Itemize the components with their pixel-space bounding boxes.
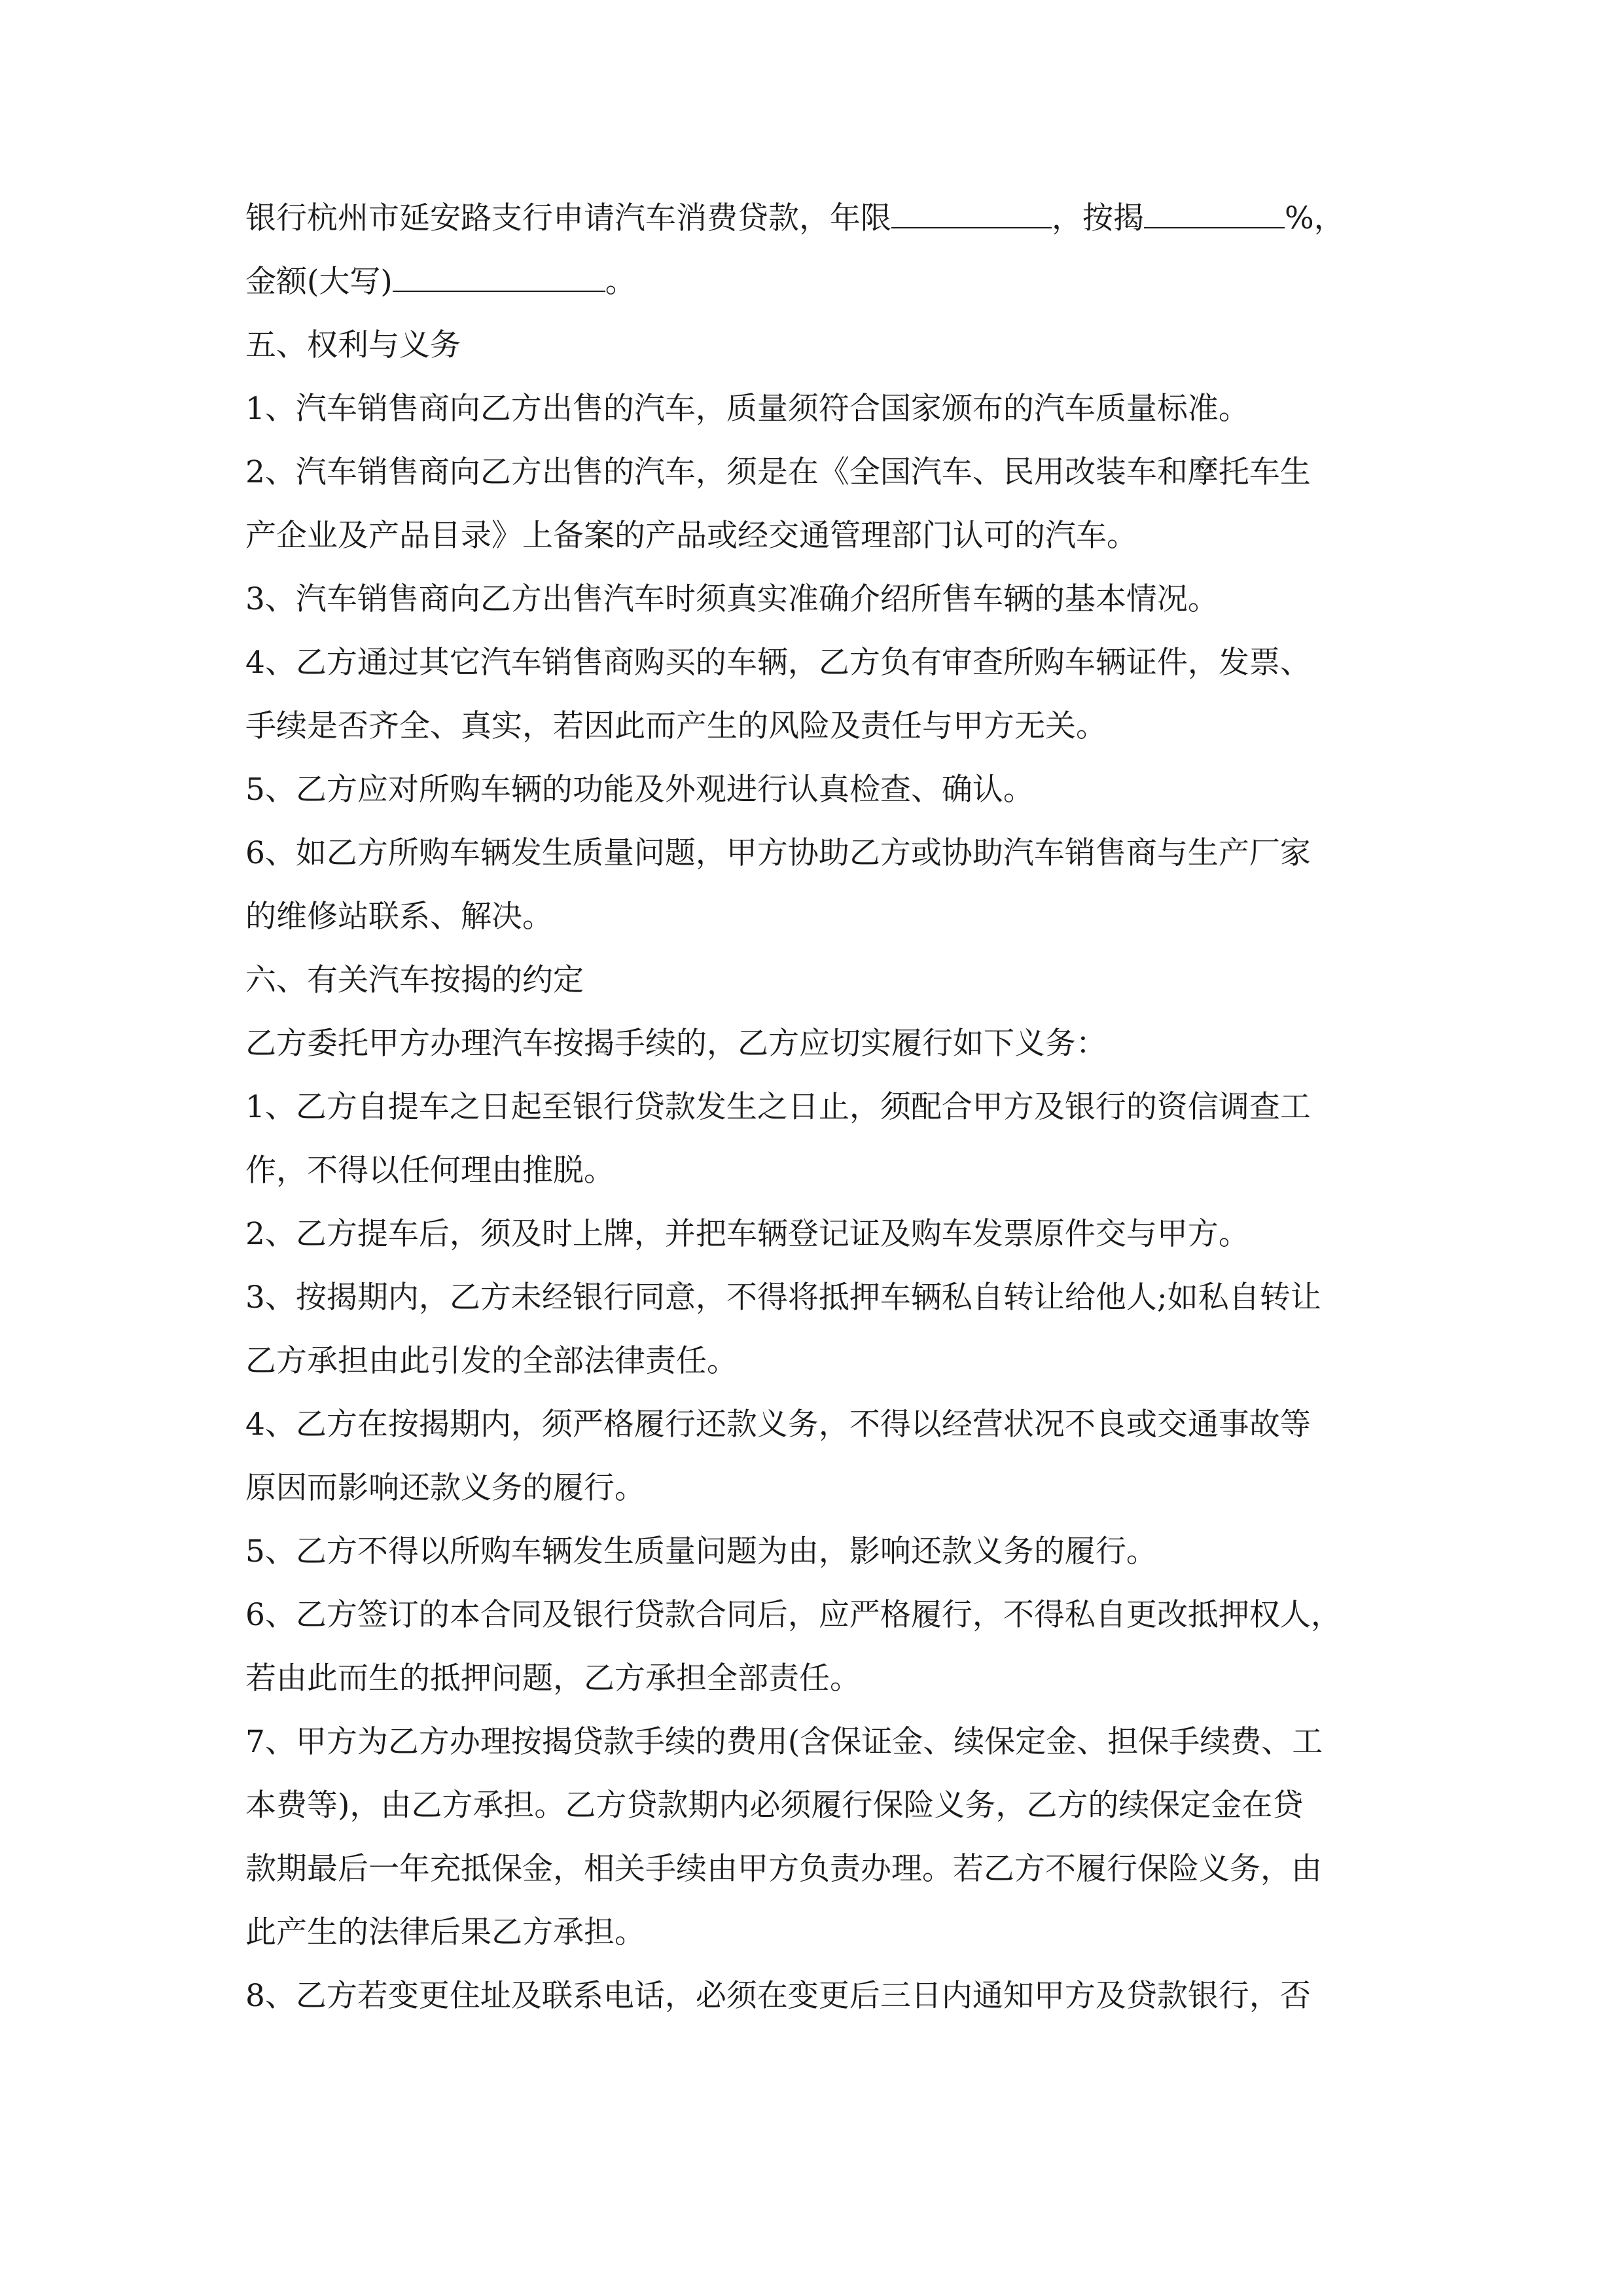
text-line: 6、乙方签订的本合同及银行贷款合同后，应严格履行，不得私自更改抵押权人， — [245, 1597, 1342, 1633]
section-6-item — [245, 1520, 1381, 1583]
text-line: 本费等)，由乙方承担。乙方贷款期内必须履行保险义务，乙方的续保定金在贷 — [245, 1787, 1304, 1823]
mortgage-rate-blank — [1144, 201, 1285, 228]
section-5-item — [245, 440, 1381, 567]
section-6-item — [245, 1075, 1381, 1202]
section-5-list — [245, 377, 1381, 948]
section-6-item — [245, 1393, 1381, 1520]
text-line: 2、乙方提车后，须及时上牌，并把车辆登记证及购车发票原件交与甲方。 — [245, 1216, 1249, 1252]
text-line: 4、乙方在按揭期内，须严格履行还款义务，不得以经营状况不良或交通事故等 — [245, 1407, 1311, 1443]
text-line: 6、如乙方所购车辆发生质量问题，甲方协助乙方或协助汽车销售商与生产厂家 — [245, 835, 1311, 871]
text-line: 3、汽车销售商向乙方出售汽车时须真实准确介绍所售车辆的基本情况。 — [245, 581, 1219, 617]
text-line: 款期最后一年充抵保金，相关手续由甲方负责办理。若乙方不履行保险义务，由 — [245, 1851, 1322, 1887]
text-line: 4、乙方通过其它汽车销售商购买的车辆，乙方负有审查所购车辆证件，发票、 — [245, 645, 1311, 681]
text-line: 原因而影响还款义务的履行。 — [245, 1470, 645, 1506]
section-6-list — [245, 1075, 1381, 2028]
text-line: 7、甲方为乙方办理按揭贷款手续的费用(含保证金、续保定金、担保手续费、工 — [245, 1724, 1323, 1760]
text-line: 2、汽车销售商向乙方出售的汽车，须是在《全国汽车、民用改装车和摩托车生 — [245, 454, 1311, 490]
text-line: 手续是否齐全、真实，若因此而产生的风险及责任与甲方无关。 — [245, 708, 1107, 744]
section-5-item — [245, 821, 1381, 948]
section-6-item — [245, 1583, 1381, 1710]
text-line: 1、汽车销售商向乙方出售的汽车，质量须符合国家颁布的汽车质量标准。 — [245, 391, 1249, 427]
mortgage-text: ，按揭 — [1052, 200, 1144, 236]
percent-text: %， — [1285, 200, 1345, 236]
text-line: 此产生的法律后果乙方承担。 — [245, 1914, 645, 1950]
section-5-item — [245, 758, 1381, 821]
text-line: 作，不得以任何理由推脱。 — [245, 1153, 615, 1189]
text-line: 5、乙方应对所购车辆的功能及外观进行认真检查、确认。 — [245, 772, 1034, 808]
loan-amount-blank — [393, 264, 605, 292]
text-line: 产企业及产品目录》上备案的产品或经交通管理部门认可的汽车。 — [245, 518, 1137, 554]
section-5-heading: 五、权利与义务 — [245, 327, 461, 363]
section-6-item — [245, 1710, 1381, 1964]
text-line: 3、按揭期内，乙方未经银行同意，不得将抵押车辆私自转让给他人;如私自转让 — [245, 1280, 1321, 1316]
loan-amount-line — [245, 250, 1381, 314]
section-5-item — [245, 377, 1381, 440]
text-line: 1、乙方自提车之日起至银行贷款发生之日止，须配合甲方及银行的资信调查工 — [245, 1089, 1311, 1125]
text-line: 若由此而生的抵押问题，乙方承担全部责任。 — [245, 1660, 861, 1696]
section-6-item — [245, 1266, 1381, 1393]
loan-amount-label: 金额(大写) — [245, 264, 393, 300]
text-line: 8、乙方若变更住址及联系电话，必须在变更后三日内通知甲方及贷款银行，否 — [245, 1978, 1311, 2014]
loan-application-line — [245, 187, 1381, 250]
text-line: 的维修站联系、解决。 — [245, 899, 553, 935]
section-6-item — [245, 1964, 1381, 2028]
loan-term-blank — [891, 201, 1052, 228]
loan-amount-end: 。 — [605, 264, 636, 300]
section-6-intro: 乙方委托甲方办理汽车按揭手续的，乙方应切实履行如下义务： — [245, 1026, 1107, 1062]
text-line: 乙方承担由此引发的全部法律责任。 — [245, 1343, 738, 1379]
section-5-item — [245, 631, 1381, 758]
section-5-item — [245, 567, 1381, 631]
section-6-item — [245, 1202, 1381, 1266]
loan-bank-text: 银行杭州市延安路支行申请汽车消费贷款，年限 — [245, 200, 891, 236]
section-6-heading: 六、有关汽车按揭的约定 — [245, 962, 584, 998]
text-line: 5、乙方不得以所购车辆发生质量问题为由，影响还款义务的履行。 — [245, 1534, 1157, 1570]
document-body — [245, 187, 1381, 2028]
